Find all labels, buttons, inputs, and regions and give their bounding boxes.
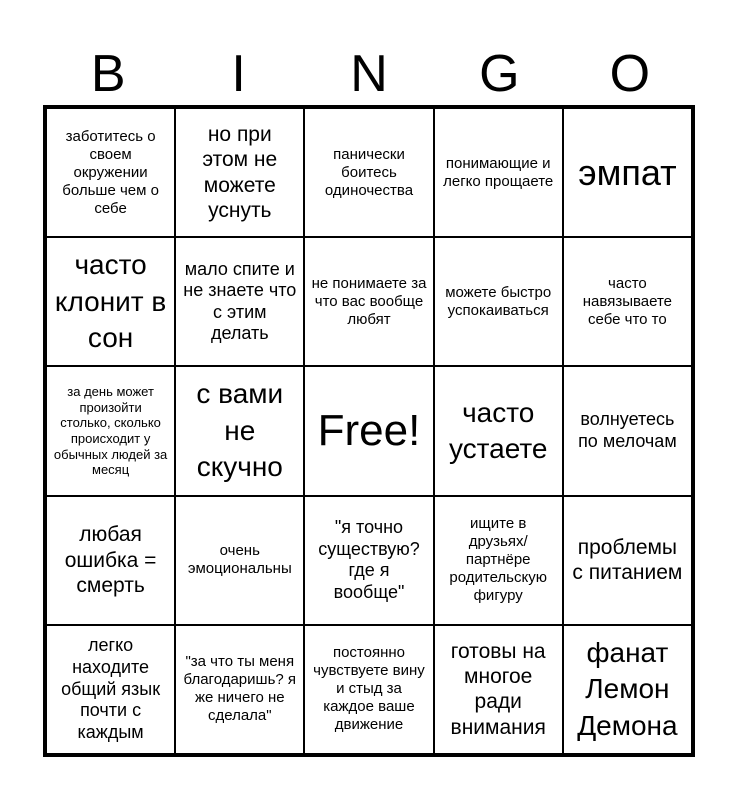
cell-text: "я точно существую? где я вообще" bbox=[318, 517, 420, 602]
header-letter-i: I bbox=[231, 45, 246, 103]
bingo-cell[interactable] bbox=[563, 625, 692, 754]
cell-text: любая ошибка = смерть bbox=[64, 523, 157, 597]
bingo-cell[interactable] bbox=[563, 366, 692, 495]
cell-text: панически боитесь одиночества bbox=[324, 145, 414, 199]
bingo-cell[interactable] bbox=[175, 496, 304, 625]
cell-text: постоянно чувствуете вину и стыд за каждое ваше движение bbox=[313, 644, 425, 734]
bingo-cell[interactable] bbox=[304, 625, 433, 754]
bingo-cell[interactable] bbox=[304, 108, 433, 237]
bingo-cell[interactable] bbox=[563, 108, 692, 237]
bingo-cell[interactable] bbox=[434, 108, 563, 237]
header-letter-b: B bbox=[90, 45, 126, 103]
bingo-cell[interactable] bbox=[304, 237, 433, 366]
cell-text: легко находите общий язык почти с каждым bbox=[61, 635, 161, 742]
bingo-cell[interactable] bbox=[175, 625, 304, 754]
cell-text: проблемы с питанием bbox=[572, 536, 683, 585]
cell-text: с вами не скучно bbox=[196, 378, 284, 483]
bingo-cell[interactable] bbox=[175, 108, 304, 237]
bingo-cell[interactable] bbox=[46, 625, 175, 754]
free-text: Free! bbox=[317, 405, 421, 455]
cell-text: фанат Лемон Демона bbox=[577, 636, 678, 741]
cell-text: часто навязываете себе что то bbox=[582, 274, 673, 328]
bingo-cell[interactable] bbox=[563, 496, 692, 625]
cell-text: эмпат bbox=[578, 152, 677, 193]
cell-text: можете быстро успокаиваться bbox=[445, 283, 552, 319]
header-letter-o: O bbox=[609, 45, 651, 103]
bingo-cell[interactable] bbox=[46, 496, 175, 625]
cell-text: но при этом не можете уснуть bbox=[202, 123, 278, 222]
bingo-cell[interactable] bbox=[304, 496, 433, 625]
cell-text: за день может произойти столько, сколько происходит у обычных людей за месяц bbox=[53, 384, 168, 478]
cell-text: часто клонит в сон bbox=[54, 249, 167, 353]
bingo-cell[interactable] bbox=[434, 366, 563, 495]
bingo-board bbox=[43, 105, 695, 757]
bingo-cell[interactable] bbox=[46, 237, 175, 366]
cell-text: не понимаете за что вас вообще любят bbox=[311, 274, 427, 328]
cell-text: заботитесь о своем окружении больше чем о себе bbox=[62, 127, 159, 217]
bingo-cell[interactable] bbox=[434, 496, 563, 625]
cell-text: ищите в друзьях/ партнёре родительскую фигуру bbox=[449, 515, 547, 605]
cell-text: часто устаете bbox=[448, 396, 548, 464]
header-letter-g: G bbox=[479, 45, 520, 103]
cell-text: "за что ты меня благодаришь? я же ничего не сделала" bbox=[183, 653, 297, 725]
bingo-cell[interactable] bbox=[46, 108, 175, 237]
bingo-cell[interactable] bbox=[434, 237, 563, 366]
bingo-cell[interactable] bbox=[434, 625, 563, 754]
cell-text: понимающие и легко прощаете bbox=[443, 154, 554, 190]
bingo-cell[interactable] bbox=[46, 366, 175, 495]
bingo-cell[interactable] bbox=[563, 237, 692, 366]
cell-text: очень эмоциональны bbox=[187, 542, 292, 578]
header-letter-n: N bbox=[350, 45, 388, 103]
free-cell[interactable] bbox=[304, 366, 433, 495]
cell-text: готовы на многое ради внимания bbox=[450, 640, 546, 739]
bingo-cell[interactable] bbox=[175, 237, 304, 366]
cell-text: волнуетесь по мелочам bbox=[578, 409, 677, 451]
bingo-cell[interactable] bbox=[175, 366, 304, 495]
cell-text: мало спите и не знаете что с этим делать bbox=[183, 258, 297, 344]
bingo-header bbox=[43, 42, 695, 106]
